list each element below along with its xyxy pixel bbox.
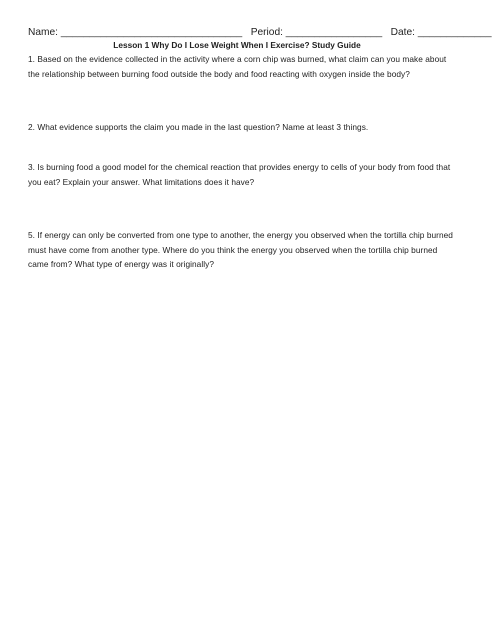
date-field-label: Date: _____________ <box>390 27 492 38</box>
question-1: 1. Based on the evidence collected in the activity where a corn chip was burned, what claim can you make about the relationship between burning food outside the body and food reacting with oxygen inside the body? <box>28 54 447 79</box>
study-guide-title: Lesson 1 Why Do I Lose Weight When I Exercise? Study Guide <box>113 40 361 50</box>
period-field-label: Period: _________________ <box>250 27 383 38</box>
question-2: 2. What evidence supports the claim you made in the last question? Name at least 3 things. <box>28 122 369 132</box>
question-5: 5. If energy can only be converted from one type to another, the energy you observed when the tortilla chip burned must have come from another type. Where do you think the energy you observed when the tortilla chip burned came from? What type of energy was it originally? <box>28 230 453 269</box>
question-3: 3. Is burning food a good model for the chemical reaction that provides energy to cells of your body from food that you eat? Explain your answer. What limitations does it have? <box>28 162 451 187</box>
name-field-label: Name: ________________________________ <box>28 27 243 38</box>
student-info-header <box>28 26 492 40</box>
